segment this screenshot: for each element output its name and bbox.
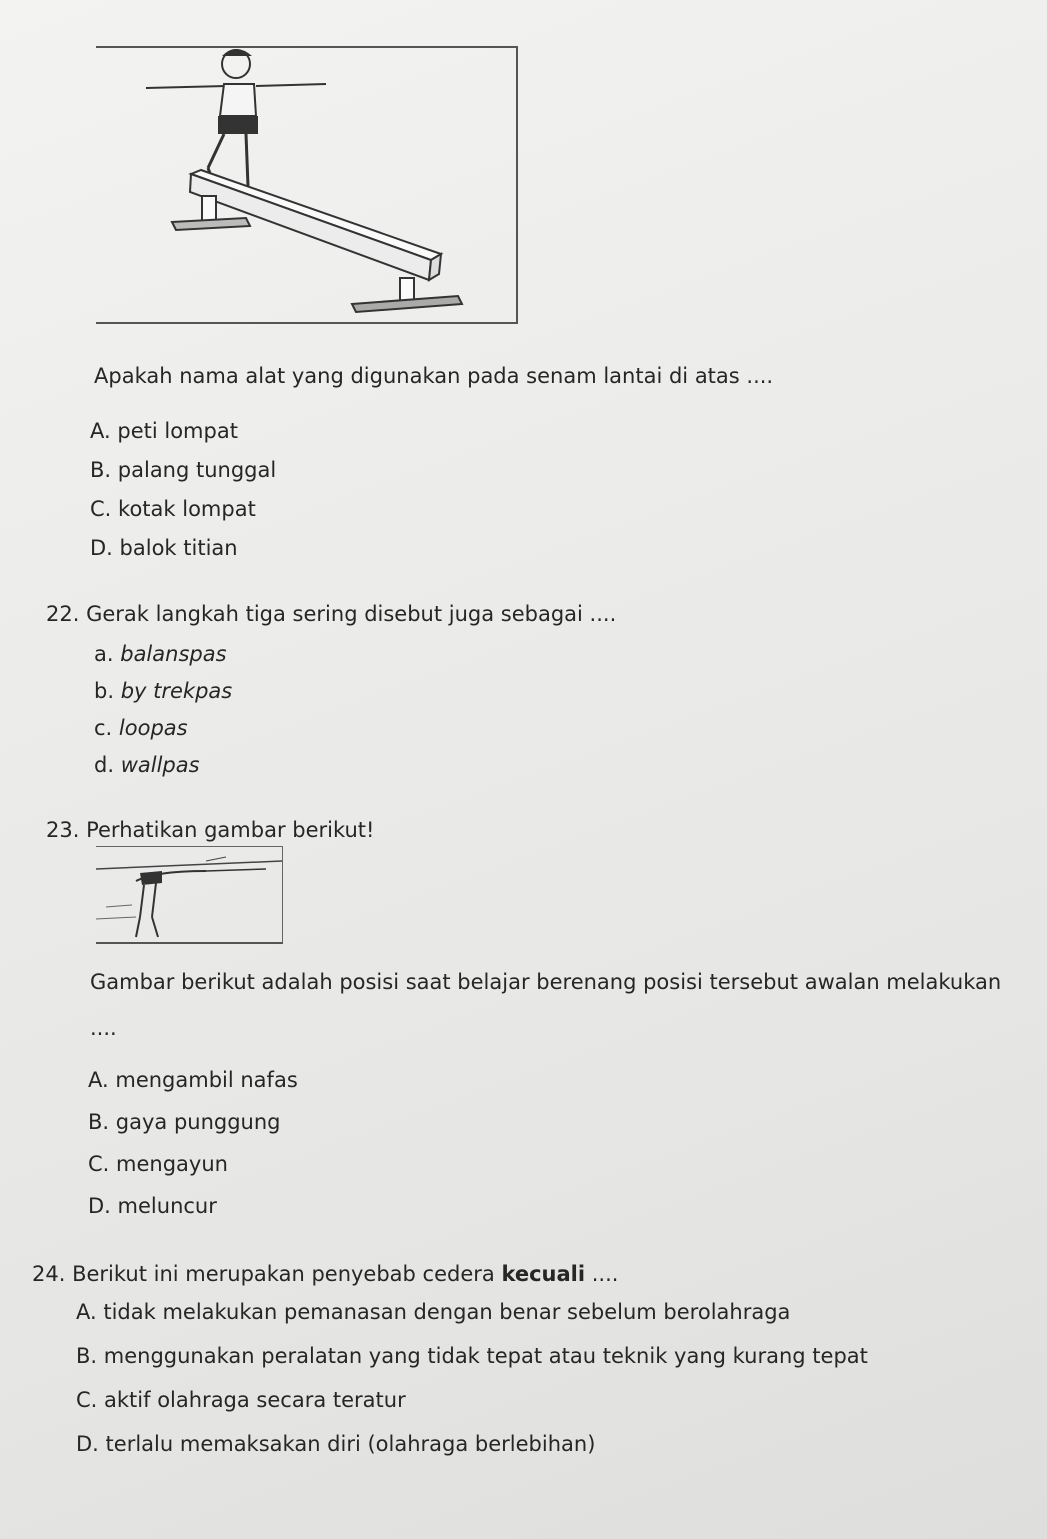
option-text: mengambil nafas	[115, 1068, 298, 1092]
option-letter: A.	[76, 1300, 97, 1324]
option-letter: B.	[76, 1344, 98, 1368]
question-23-statement: Gambar berikut adalah posisi saat belajar berenang posisi tersebut awalan melakukan	[90, 970, 1002, 994]
question-23-ellipsis: ....	[90, 1016, 117, 1040]
question-22	[46, 602, 616, 626]
question-24	[32, 1262, 618, 1286]
option-text: meluncur	[117, 1194, 217, 1218]
option-text: mengayun	[116, 1152, 228, 1176]
option-22-c	[94, 716, 188, 740]
option-23-b	[88, 1110, 281, 1134]
option-letter: A.	[88, 1068, 109, 1092]
option-21-d	[90, 536, 238, 560]
question-23	[46, 818, 374, 842]
option-23-c	[88, 1152, 228, 1176]
question-text: Perhatikan gambar berikut!	[86, 818, 375, 842]
option-text: wallpas	[120, 753, 200, 777]
question-emphasis: kecuali	[501, 1262, 586, 1286]
option-letter: D.	[88, 1194, 111, 1218]
option-letter: C.	[88, 1152, 110, 1176]
option-letter: A.	[90, 419, 111, 443]
option-text: aktif olahraga secara teratur	[104, 1388, 406, 1412]
option-letter: D.	[90, 536, 113, 560]
option-21-c	[90, 497, 256, 521]
option-22-a	[94, 642, 227, 666]
option-letter: c.	[94, 716, 113, 740]
question-number: 22.	[46, 602, 80, 626]
option-letter: D.	[76, 1432, 99, 1456]
option-21-a	[90, 419, 238, 443]
question-21-text: Apakah nama alat yang digunakan pada senam lantai di atas ....	[94, 364, 774, 388]
option-text: balok titian	[119, 536, 238, 560]
option-text: peti lompat	[117, 419, 238, 443]
option-22-b	[94, 679, 232, 703]
option-text: loopas	[118, 716, 188, 740]
question-ellipsis: ....	[585, 1262, 619, 1286]
option-24-d	[76, 1432, 595, 1456]
option-text: by trekpas	[120, 679, 233, 703]
option-22-d	[94, 753, 200, 777]
option-21-b	[90, 458, 276, 482]
option-text: gaya punggung	[115, 1110, 281, 1134]
option-text: kotak lompat	[118, 497, 256, 521]
question-number: 24.	[32, 1262, 66, 1286]
option-23-a	[88, 1068, 298, 1092]
option-letter: b.	[94, 679, 115, 703]
option-letter: d.	[94, 753, 115, 777]
option-letter: a.	[94, 642, 114, 666]
option-letter: C.	[90, 497, 112, 521]
option-letter: C.	[76, 1388, 98, 1412]
option-letter: B.	[90, 458, 112, 482]
balance-beam-illustration	[96, 46, 516, 322]
option-text: terlalu memaksakan diri (olahraga berlebihan)	[105, 1432, 596, 1456]
option-24-c	[76, 1388, 406, 1412]
option-23-d	[88, 1194, 217, 1218]
option-24-b	[76, 1344, 868, 1368]
option-text: menggunakan peralatan yang tidak tepat atau teknik yang kurang tepat	[103, 1344, 868, 1368]
question-number: 23.	[46, 818, 80, 842]
question-text: Berikut ini merupakan penyebab cedera	[72, 1262, 502, 1286]
swimming-pose-figure	[96, 846, 283, 944]
option-text: balanspas	[120, 642, 227, 666]
option-letter: B.	[88, 1110, 110, 1134]
option-text: tidak melakukan pemanasan dengan benar sebelum berolahraga	[103, 1300, 791, 1324]
balance-beam-figure	[96, 46, 518, 324]
option-24-a	[76, 1300, 790, 1324]
option-text: palang tunggal	[117, 458, 277, 482]
question-text: Gerak langkah tiga sering disebut juga sebagai ....	[86, 602, 617, 626]
swimming-pose-illustration	[96, 847, 282, 942]
